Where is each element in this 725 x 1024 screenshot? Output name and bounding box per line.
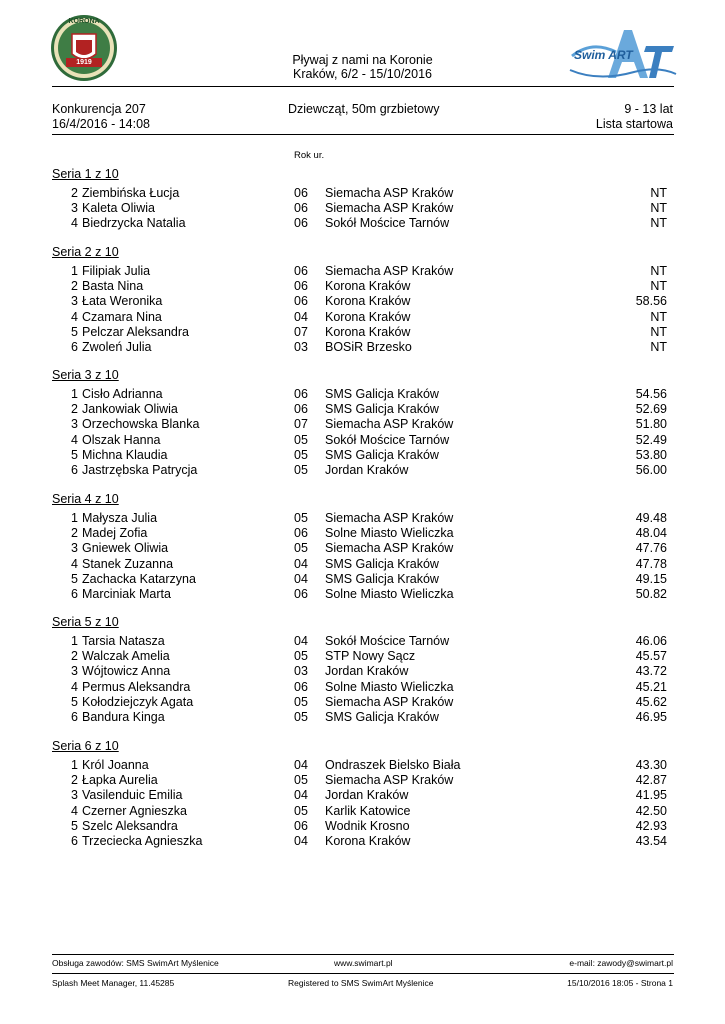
entry-row [52,819,674,834]
club-name: Siemacha ASP Kraków [325,417,454,432]
lane-number: 6 [71,587,78,601]
entry-time: NT [650,186,667,200]
entry-time: 41.95 [635,788,667,803]
entry-row [52,448,674,463]
entry-row [52,572,674,587]
birth-year: 05 [294,463,308,477]
footer-software: Splash Meet Manager, 11.45285 [52,978,175,988]
footer-printed: 15/10/2016 18:05 - Strona 1 [567,978,673,988]
lane-number: 6 [71,463,78,477]
entry-time: 42.87 [635,773,667,788]
entry-row [52,710,674,725]
birth-year: 06 [294,264,308,278]
swimmer-name: Tarsia Natasza [82,634,165,648]
club-name: SMS Galicja Kraków [325,556,439,571]
footer-email[interactable]: e-mail: zawody@swimart.pl [569,958,673,968]
birth-year: 04 [294,634,308,648]
entry-time: NT [650,264,667,278]
entry-time: NT [650,216,667,231]
swimmer-name: Wójtowicz Anna [82,664,171,679]
birth-year: 07 [294,417,308,432]
event-name: Konkurencja 207 [52,102,146,116]
swimart-logo-text: Swim ART [574,48,633,62]
entry-time: 42.50 [635,803,667,818]
swimmer-name: Gniewek Oliwia [82,541,169,556]
entry-row [52,541,674,556]
entry-time: 43.30 [635,758,667,772]
entry-time: NT [650,324,667,339]
lane-number: 4 [71,803,78,818]
birth-year: 05 [294,447,308,462]
swimmer-name: Filipiak Julia [82,264,151,278]
birth-year: 03 [294,340,308,354]
lane-number: 3 [71,541,78,556]
birth-year: 05 [294,773,308,788]
birth-year: 05 [294,694,308,709]
birth-year: 05 [294,541,308,556]
club-name: SMS Galicja Kraków [325,387,439,401]
event-title: Dziewcząt, 50m grzbietowy [288,102,440,116]
club-name: Ondraszek Bielsko Biała [325,758,461,772]
birth-year: 04 [294,834,308,848]
lane-number: 1 [71,758,78,772]
heat-label: Seria 4 z 10 [52,492,119,506]
lane-number: 5 [71,818,78,833]
swimmer-name: Szelc Aleksandra [82,818,178,833]
club-name: Korona Kraków [325,324,411,339]
club-name: Solne Miasto Wieliczka [325,679,454,694]
footer-service: Obsługa zawodów: SMS SwimArt Myślenice [52,958,219,968]
club-name: Siemacha ASP Kraków [325,694,454,709]
birth-year: 04 [294,788,308,803]
lane-number: 6 [71,834,78,848]
entry-row [52,402,674,417]
swimmer-name: Basta Nina [82,279,144,294]
swimmer-name: Pelczar Aleksandra [82,324,190,339]
lane-number: 5 [71,571,78,586]
entry-time: 54.56 [635,387,667,401]
event-age-group: 9 - 13 lat [624,102,673,116]
entry-row [52,664,674,679]
club-name: Korona Kraków [325,279,411,294]
entry-row [52,387,674,402]
entry-time: 47.78 [635,556,667,571]
swimmer-name: Cisło Adrianna [82,387,163,401]
club-name: Siemacha ASP Kraków [325,186,454,200]
lane-number: 4 [71,556,78,571]
swimmer-name: Jankowiak Oliwia [82,402,178,417]
korona-logo-text-bottom: 1919 [76,59,92,66]
lane-number: 3 [71,201,78,216]
heat-label: Seria 3 z 10 [52,368,119,382]
swimmer-name: Bandura Kinga [82,710,165,724]
entry-row [52,201,674,216]
entry-time: 42.93 [635,818,667,833]
entry-row [52,511,674,526]
swimmer-name: Król Joanna [82,758,149,772]
entry-row [52,834,674,849]
entry-row [52,294,674,309]
entry-time: 47.76 [635,541,667,556]
birth-year: 04 [294,758,308,772]
lane-number: 2 [71,186,78,200]
entry-row [52,788,674,803]
club-name: SMS Galicja Kraków [325,710,439,724]
entry-row [52,634,674,649]
entry-row [52,216,674,231]
entry-time: NT [650,309,667,324]
swimmer-name: Łata Weronika [82,294,163,309]
entry-time: 46.06 [635,634,667,648]
lane-number: 2 [71,773,78,788]
swimmer-name: Walczak Amelia [82,649,170,664]
meet-subtitle: Kraków, 6/2 - 15/10/2016 [293,67,432,81]
birth-year: 06 [294,186,308,200]
club-name: Solne Miasto Wieliczka [325,526,454,541]
entry-row [52,264,674,279]
entry-row [52,325,674,340]
lane-number: 4 [71,679,78,694]
club-name: SMS Galicja Kraków [325,402,439,417]
entry-time: 52.69 [635,402,667,417]
entry-row [52,695,674,710]
header-divider [52,86,674,87]
entry-time: 43.54 [635,834,667,848]
club-name: Solne Miasto Wieliczka [325,587,454,601]
entry-time: 50.82 [635,587,667,601]
year-column-header: Rok ur. [294,150,325,161]
lane-number: 4 [71,432,78,447]
entry-time: 52.49 [635,432,667,447]
birth-year: 05 [294,432,308,447]
entry-time: 43.72 [635,664,667,679]
lane-number: 1 [71,511,78,525]
club-name: Korona Kraków [325,294,411,309]
entry-time: 51.80 [635,417,667,432]
club-name: Jordan Kraków [325,463,409,477]
birth-year: 05 [294,803,308,818]
entry-row [52,680,674,695]
korona-logo-text-top: KORONA [68,18,100,25]
swimmer-name: Czamara Nina [82,309,162,324]
heat-label: Seria 1 z 10 [52,167,119,181]
entry-row [52,340,674,355]
swimmer-name: Madej Zofia [82,526,148,541]
lane-number: 6 [71,340,78,354]
heat-label: Seria 2 z 10 [52,245,119,259]
swimmer-name: Vasilenduic Emilia [82,788,183,803]
event-divider [52,134,674,135]
entry-time: 45.57 [635,649,667,664]
lane-number: 2 [71,526,78,541]
entry-row [52,526,674,541]
birth-year: 06 [294,402,308,417]
entry-time: 49.15 [635,571,667,586]
lane-number: 3 [71,664,78,679]
swimmer-name: Marciniak Marta [82,587,171,601]
entry-row [52,773,674,788]
lane-number: 1 [71,634,78,648]
swimmer-name: Olszak Hanna [82,432,161,447]
club-name: Jordan Kraków [325,664,409,679]
birth-year: 04 [294,556,308,571]
swimmer-name: Łapka Aurelia [82,773,158,788]
club-name: STP Nowy Sącz [325,649,416,664]
entry-time: 53.80 [635,447,667,462]
heat-label: Seria 6 z 10 [52,739,119,753]
entry-time: NT [650,201,667,216]
lane-number: 2 [71,279,78,294]
swimmer-name: Kołodziejczyk Agata [82,694,194,709]
entry-row [52,433,674,448]
swimmer-name: Trzeciecka Agnieszka [82,834,203,848]
lane-number: 5 [71,447,78,462]
swimmer-name: Stanek Zuzanna [82,556,174,571]
footer-website[interactable]: www.swimart.pl [334,958,393,968]
entry-time: 58.56 [635,294,667,309]
heat-label: Seria 5 z 10 [52,615,119,629]
club-name: Siemacha ASP Kraków [325,511,454,525]
club-name: Siemacha ASP Kraków [325,201,454,216]
event-datetime: 16/4/2016 - 14:08 [52,117,150,131]
club-name: SMS Galicja Kraków [325,447,439,462]
lane-number: 2 [71,402,78,417]
swimmer-name: Ziembińska Łucja [82,186,180,200]
lane-number: 5 [71,694,78,709]
club-name: Sokół Mościce Tarnów [325,216,450,231]
club-name: Siemacha ASP Kraków [325,773,454,788]
swimmer-name: Michna Klaudia [82,447,168,462]
footer-bottom-divider [52,973,674,974]
club-name: SMS Galicja Kraków [325,571,439,586]
birth-year: 06 [294,279,308,294]
club-name: Korona Kraków [325,834,411,848]
entry-row [52,557,674,572]
birth-year: 06 [294,387,308,401]
lane-number: 3 [71,788,78,803]
list-type: Lista startowa [595,117,673,131]
club-name: Karlik Katowice [325,803,411,818]
birth-year: 05 [294,649,308,664]
lane-number: 4 [71,309,78,324]
birth-year: 06 [294,818,308,833]
lane-number: 6 [71,710,78,724]
club-name: Sokół Mościce Tarnów [325,432,450,447]
entry-time: 45.21 [635,679,667,694]
club-name: Wodnik Krosno [325,818,410,833]
birth-year: 05 [294,511,308,525]
lane-number: 3 [71,417,78,432]
entry-row [52,310,674,325]
club-name: Siemacha ASP Kraków [325,264,454,278]
entry-row [52,186,674,201]
birth-year: 07 [294,324,308,339]
entry-row [52,417,674,432]
birth-year: 05 [294,710,308,724]
entry-row [52,804,674,819]
entry-row [52,758,674,773]
footer-registered: Registered to SMS SwimArt Myślenice [288,978,434,988]
lane-number: 1 [71,264,78,278]
birth-year: 06 [294,201,308,216]
entry-row [52,649,674,664]
lane-number: 5 [71,324,78,339]
lane-number: 3 [71,294,78,309]
club-name: Siemacha ASP Kraków [325,541,454,556]
entry-time: 46.95 [635,710,667,724]
entry-row [52,279,674,294]
entry-time: 56.00 [635,463,667,477]
swimmer-name: Permus Aleksandra [82,679,191,694]
swimmer-name: Zachacka Katarzyna [82,571,196,586]
birth-year: 06 [294,216,308,231]
club-name: Sokół Mościce Tarnów [325,634,450,648]
lane-number: 4 [71,216,78,231]
entry-time: 49.48 [635,511,667,525]
birth-year: 06 [294,526,308,541]
entry-row [52,587,674,602]
swimmer-name: Kaleta Oliwia [82,201,155,216]
footer-divider [52,954,674,955]
birth-year: 06 [294,294,308,309]
entry-time: 45.62 [635,694,667,709]
swimmer-name: Orzechowska Blanka [82,417,200,432]
lane-number: 1 [71,387,78,401]
swimmer-name: Czerner Agnieszka [82,803,187,818]
entry-time: NT [650,279,667,294]
birth-year: 06 [294,587,308,601]
lane-number: 2 [71,649,78,664]
entry-time: NT [650,340,667,354]
entry-time: 48.04 [635,526,667,541]
swimmer-name: Jastrzębska Patrycja [82,463,198,477]
meet-title: Pływaj z nami na Koronie [292,53,433,67]
birth-year: 06 [294,679,308,694]
swimmer-name: Zwoleń Julia [82,340,152,354]
swimmer-name: Małysza Julia [82,511,158,525]
club-name: BOSiR Brzesko [325,340,412,354]
entry-row [52,463,674,478]
club-name: Jordan Kraków [325,788,409,803]
birth-year: 04 [294,309,308,324]
swimmer-name: Biedrzycka Natalia [82,216,186,231]
birth-year: 03 [294,664,308,679]
club-name: Korona Kraków [325,309,411,324]
birth-year: 04 [294,571,308,586]
